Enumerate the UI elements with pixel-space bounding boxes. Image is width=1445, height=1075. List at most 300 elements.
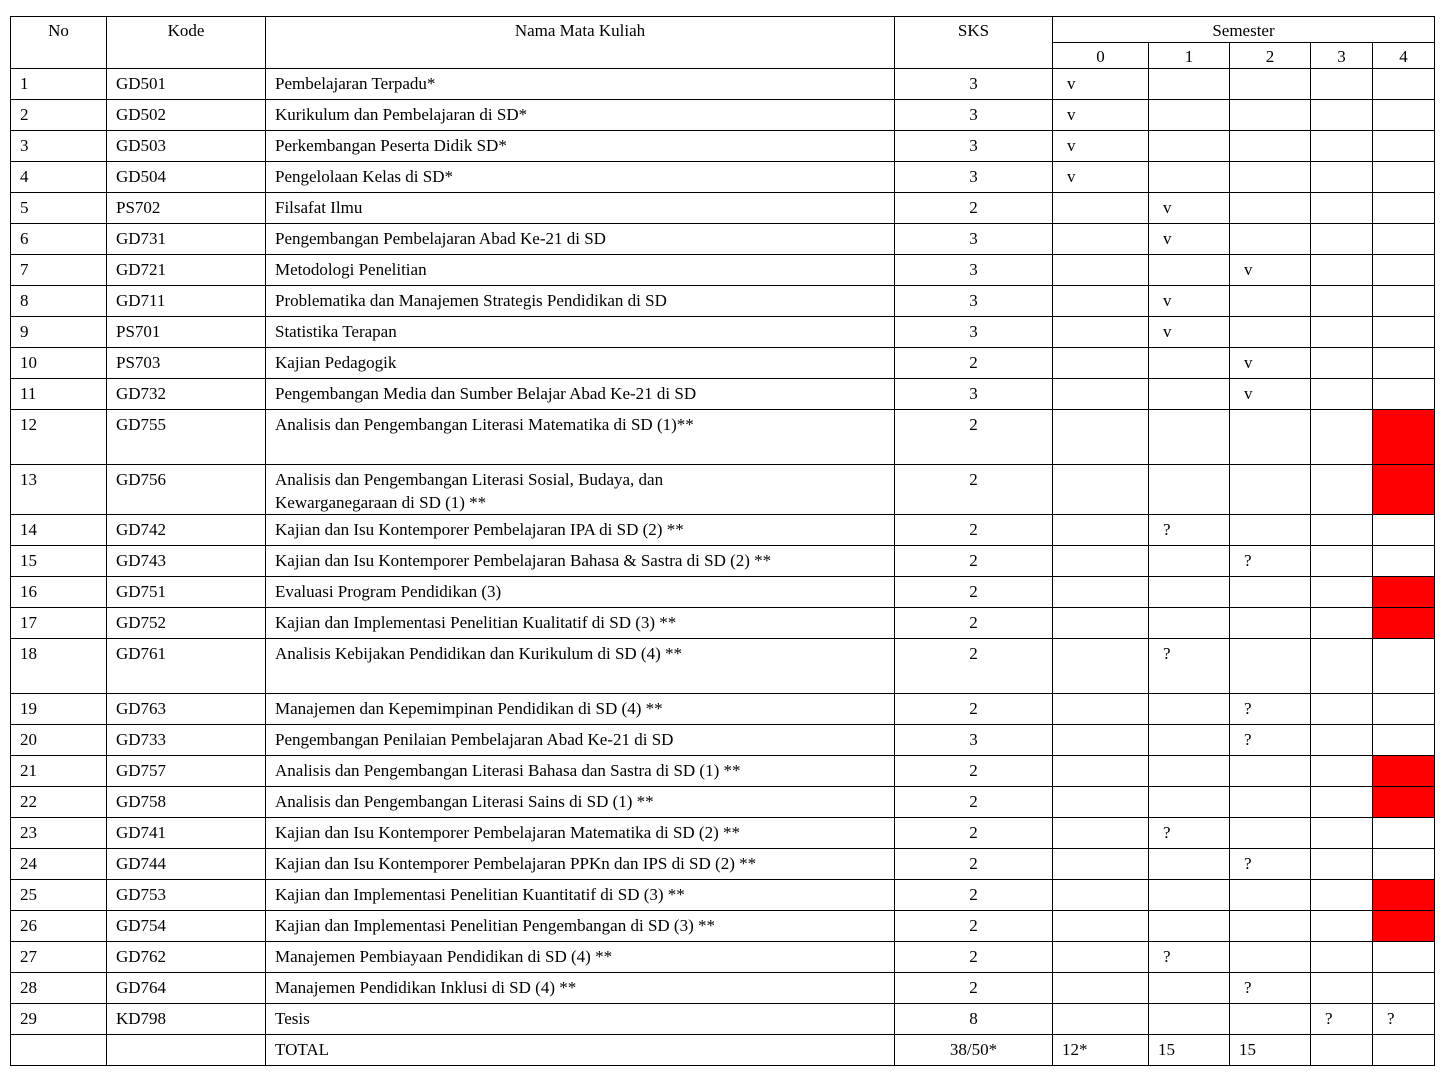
cell-sem-1 bbox=[1149, 725, 1230, 756]
cell-no: 3 bbox=[11, 131, 107, 162]
cell-sks: 3 bbox=[895, 69, 1053, 100]
cell-sks: 3 bbox=[895, 379, 1053, 410]
cell-no: 13 bbox=[11, 465, 107, 515]
total-row bbox=[11, 1035, 1435, 1066]
cell-sks: 2 bbox=[895, 348, 1053, 379]
cell-nama-line-1: Analisis dan Pengembangan Literasi Sosial, Budaya, dan bbox=[275, 470, 664, 489]
table-row bbox=[11, 317, 1435, 348]
total-sks: 38/50* bbox=[895, 1035, 1053, 1066]
cell-sem-0 bbox=[1053, 787, 1149, 818]
cell-sem-2: v bbox=[1230, 348, 1311, 379]
cell-sem-3 bbox=[1311, 69, 1373, 100]
cell-sem-1 bbox=[1149, 577, 1230, 608]
table-row bbox=[11, 515, 1435, 546]
cell-sem-1 bbox=[1149, 973, 1230, 1004]
table-row bbox=[11, 131, 1435, 162]
total-sem-4 bbox=[1373, 1035, 1435, 1066]
cell-sem-0 bbox=[1053, 348, 1149, 379]
cell-sks: 2 bbox=[895, 973, 1053, 1004]
cell-nama: Evaluasi Program Pendidikan (3) bbox=[266, 577, 895, 608]
cell-no: 17 bbox=[11, 608, 107, 639]
cell-nama: Kajian dan Isu Kontemporer Pembelajaran IPA di SD (2) ** bbox=[266, 515, 895, 546]
header-no: No bbox=[11, 17, 107, 69]
cell-sem-4 bbox=[1373, 849, 1435, 880]
cell-nama: Analisis dan Pengembangan Literasi Bahasa dan Sastra di SD (1) ** bbox=[266, 756, 895, 787]
cell-kode: GD764 bbox=[107, 973, 266, 1004]
cell-sem-3 bbox=[1311, 193, 1373, 224]
cell-sem-0 bbox=[1053, 756, 1149, 787]
cell-nama: Analisis dan Pengembangan Literasi Sains di SD (1) ** bbox=[266, 787, 895, 818]
cell-sks: 3 bbox=[895, 317, 1053, 348]
cell-sem-4 bbox=[1373, 131, 1435, 162]
cell-sem-2 bbox=[1230, 162, 1311, 193]
cell-sem-3 bbox=[1311, 515, 1373, 546]
cell-sem-4 bbox=[1373, 818, 1435, 849]
cell-sem-2 bbox=[1230, 286, 1311, 317]
cell-nama: Metodologi Penelitian bbox=[266, 255, 895, 286]
table-row bbox=[11, 725, 1435, 756]
cell-sem-1 bbox=[1149, 694, 1230, 725]
cell-sem-3 bbox=[1311, 880, 1373, 911]
cell-sem-1 bbox=[1149, 911, 1230, 942]
header-semester: Semester bbox=[1053, 17, 1435, 43]
cell-kode: GD753 bbox=[107, 880, 266, 911]
cell-sem-0 bbox=[1053, 639, 1149, 694]
header-semester-2: 2 bbox=[1230, 43, 1311, 69]
cell-sem-4 bbox=[1373, 255, 1435, 286]
cell-no: 9 bbox=[11, 317, 107, 348]
total-sem-3 bbox=[1311, 1035, 1373, 1066]
cell-no: 28 bbox=[11, 973, 107, 1004]
cell-sem-2 bbox=[1230, 465, 1311, 515]
cell-sks: 2 bbox=[895, 515, 1053, 546]
cell-sks: 2 bbox=[895, 787, 1053, 818]
cell-kode: GD756 bbox=[107, 465, 266, 515]
cell-sem-3 bbox=[1311, 379, 1373, 410]
cell-nama: Manajemen Pendidikan Inklusi di SD (4) ** bbox=[266, 973, 895, 1004]
cell-sem-2 bbox=[1230, 515, 1311, 546]
cell-sem-1 bbox=[1149, 131, 1230, 162]
cell-kode: GD751 bbox=[107, 577, 266, 608]
table-row bbox=[11, 880, 1435, 911]
cell-no: 18 bbox=[11, 639, 107, 694]
cell-nama: Kajian dan Isu Kontemporer Pembelajaran Matematika di SD (2) ** bbox=[266, 818, 895, 849]
cell-sem-2: v bbox=[1230, 379, 1311, 410]
cell-kode: GD503 bbox=[107, 131, 266, 162]
cell-sem-3 bbox=[1311, 756, 1373, 787]
cell-sks: 2 bbox=[895, 639, 1053, 694]
cell-sem-3 bbox=[1311, 131, 1373, 162]
cell-sem-3 bbox=[1311, 694, 1373, 725]
cell-kode: GD731 bbox=[107, 224, 266, 255]
cell-sks: 2 bbox=[895, 546, 1053, 577]
cell-kode: GD733 bbox=[107, 725, 266, 756]
cell-no: 5 bbox=[11, 193, 107, 224]
cell-sks: 8 bbox=[895, 1004, 1053, 1035]
table-row bbox=[11, 100, 1435, 131]
cell-sem-1 bbox=[1149, 546, 1230, 577]
cell-sem-1: ? bbox=[1149, 942, 1230, 973]
table-row bbox=[11, 639, 1435, 694]
cell-sks: 2 bbox=[895, 608, 1053, 639]
cell-sem-1: ? bbox=[1149, 639, 1230, 694]
cell-sks: 2 bbox=[895, 880, 1053, 911]
cell-sks: 2 bbox=[895, 911, 1053, 942]
cell-no: 24 bbox=[11, 849, 107, 880]
cell-sem-4 bbox=[1373, 942, 1435, 973]
cell-sem-2 bbox=[1230, 756, 1311, 787]
cell-sem-2 bbox=[1230, 818, 1311, 849]
cell-sem-0 bbox=[1053, 224, 1149, 255]
cell-sem-2 bbox=[1230, 224, 1311, 255]
table-row bbox=[11, 348, 1435, 379]
header-semester-0: 0 bbox=[1053, 43, 1149, 69]
cell-sem-0: v bbox=[1053, 69, 1149, 100]
cell-nama: Pengembangan Media dan Sumber Belajar Abad Ke-21 di SD bbox=[266, 379, 895, 410]
cell-kode: GD504 bbox=[107, 162, 266, 193]
cell-sks: 2 bbox=[895, 193, 1053, 224]
cell-sks: 3 bbox=[895, 286, 1053, 317]
cell-sem-4 bbox=[1373, 193, 1435, 224]
table-row bbox=[11, 577, 1435, 608]
cell-sks: 2 bbox=[895, 577, 1053, 608]
cell-no: 8 bbox=[11, 286, 107, 317]
cell-sem-2: ? bbox=[1230, 694, 1311, 725]
cell-nama: Analisis Kebijakan Pendidikan dan Kurikulum di SD (4) ** bbox=[266, 639, 895, 694]
cell-kode: GD761 bbox=[107, 639, 266, 694]
table-row bbox=[11, 465, 1435, 515]
cell-sem-4-highlight bbox=[1373, 911, 1435, 942]
cell-kode: PS701 bbox=[107, 317, 266, 348]
cell-kode: PS702 bbox=[107, 193, 266, 224]
cell-sem-3 bbox=[1311, 317, 1373, 348]
cell-nama: Perkembangan Peserta Didik SD* bbox=[266, 131, 895, 162]
cell-no: 12 bbox=[11, 410, 107, 465]
cell-nama: Kajian dan Implementasi Penelitian Kualitatif di SD (3) ** bbox=[266, 608, 895, 639]
cell-sem-2 bbox=[1230, 100, 1311, 131]
cell-sem-1: ? bbox=[1149, 515, 1230, 546]
cell-sem-2: ? bbox=[1230, 546, 1311, 577]
cell-sem-3 bbox=[1311, 818, 1373, 849]
cell-kode: GD502 bbox=[107, 100, 266, 131]
cell-sem-4 bbox=[1373, 725, 1435, 756]
cell-kode: GD754 bbox=[107, 911, 266, 942]
cell-nama: Kajian Pedagogik bbox=[266, 348, 895, 379]
cell-kode: GD742 bbox=[107, 515, 266, 546]
cell-sem-4 bbox=[1373, 286, 1435, 317]
cell-no: 25 bbox=[11, 880, 107, 911]
cell-sem-1: v bbox=[1149, 193, 1230, 224]
cell-nama: Kurikulum dan Pembelajaran di SD* bbox=[266, 100, 895, 131]
cell-sem-2 bbox=[1230, 577, 1311, 608]
cell-sem-0 bbox=[1053, 286, 1149, 317]
cell-nama: Pembelajaran Terpadu* bbox=[266, 69, 895, 100]
cell-nama: Problematika dan Manajemen Strategis Pendidikan di SD bbox=[266, 286, 895, 317]
cell-sem-2 bbox=[1230, 942, 1311, 973]
cell-no: 1 bbox=[11, 69, 107, 100]
cell-nama: Statistika Terapan bbox=[266, 317, 895, 348]
cell-sks: 3 bbox=[895, 131, 1053, 162]
table-row bbox=[11, 286, 1435, 317]
cell-sem-0 bbox=[1053, 911, 1149, 942]
cell-sem-3 bbox=[1311, 577, 1373, 608]
cell-kode: GD755 bbox=[107, 410, 266, 465]
cell-sem-0 bbox=[1053, 410, 1149, 465]
cell-nama: Manajemen Pembiayaan Pendidikan di SD (4) ** bbox=[266, 942, 895, 973]
cell-sem-4-highlight bbox=[1373, 880, 1435, 911]
table-row bbox=[11, 255, 1435, 286]
cell-sem-1: ? bbox=[1149, 818, 1230, 849]
cell-nama: Kajian dan Implementasi Penelitian Pengembangan di SD (3) ** bbox=[266, 911, 895, 942]
table-row bbox=[11, 1004, 1435, 1035]
cell-sem-4-highlight bbox=[1373, 410, 1435, 465]
cell-sem-2: ? bbox=[1230, 725, 1311, 756]
cell-sem-2 bbox=[1230, 608, 1311, 639]
cell-sem-0 bbox=[1053, 973, 1149, 1004]
cell-sem-1: v bbox=[1149, 286, 1230, 317]
table-row bbox=[11, 818, 1435, 849]
table-row bbox=[11, 973, 1435, 1004]
cell-no: 26 bbox=[11, 911, 107, 942]
cell-sem-2: ? bbox=[1230, 849, 1311, 880]
cell-sem-3 bbox=[1311, 608, 1373, 639]
table-row bbox=[11, 849, 1435, 880]
cell-sem-0 bbox=[1053, 255, 1149, 286]
total-sem-0: 12* bbox=[1053, 1035, 1149, 1066]
cell-sem-3 bbox=[1311, 348, 1373, 379]
cell-sem-4 bbox=[1373, 100, 1435, 131]
cell-sks: 2 bbox=[895, 465, 1053, 515]
cell-sem-1 bbox=[1149, 100, 1230, 131]
cell-sem-0 bbox=[1053, 849, 1149, 880]
header-semester-3: 3 bbox=[1311, 43, 1373, 69]
cell-kode: GD762 bbox=[107, 942, 266, 973]
cell-no: 27 bbox=[11, 942, 107, 973]
cell-nama: Kajian dan Isu Kontemporer Pembelajaran PPKn dan IPS di SD (2) ** bbox=[266, 849, 895, 880]
cell-no: 20 bbox=[11, 725, 107, 756]
cell-sem-0 bbox=[1053, 546, 1149, 577]
cell-sem-2 bbox=[1230, 193, 1311, 224]
cell-sem-3 bbox=[1311, 286, 1373, 317]
cell-kode: GD743 bbox=[107, 546, 266, 577]
cell-no: 11 bbox=[11, 379, 107, 410]
cell-sks: 3 bbox=[895, 100, 1053, 131]
cell-sem-0 bbox=[1053, 465, 1149, 515]
cell-kode: GD501 bbox=[107, 69, 266, 100]
cell-no: 2 bbox=[11, 100, 107, 131]
cell-sem-4 bbox=[1373, 224, 1435, 255]
cell-sem-2 bbox=[1230, 639, 1311, 694]
cell-sem-0 bbox=[1053, 515, 1149, 546]
cell-sks: 3 bbox=[895, 725, 1053, 756]
cell-nama: Pengembangan Penilaian Pembelajaran Abad Ke-21 di SD bbox=[266, 725, 895, 756]
cell-sem-4 bbox=[1373, 973, 1435, 1004]
cell-sem-0 bbox=[1053, 1004, 1149, 1035]
cell-sem-4 bbox=[1373, 162, 1435, 193]
cell-sem-0 bbox=[1053, 942, 1149, 973]
cell-sem-1 bbox=[1149, 756, 1230, 787]
cell-nama-line-2: Kewarganegaraan di SD (1) ** bbox=[275, 493, 487, 512]
cell-kode: GD732 bbox=[107, 379, 266, 410]
cell-sks: 2 bbox=[895, 410, 1053, 465]
cell-sem-4: ? bbox=[1373, 1004, 1435, 1035]
cell-kode: GD721 bbox=[107, 255, 266, 286]
cell-sem-3 bbox=[1311, 849, 1373, 880]
course-table bbox=[10, 16, 1435, 1066]
cell-sem-1 bbox=[1149, 1004, 1230, 1035]
cell-kode: GD711 bbox=[107, 286, 266, 317]
cell-sem-1 bbox=[1149, 849, 1230, 880]
cell-sem-0 bbox=[1053, 193, 1149, 224]
cell-nama: Filsafat Ilmu bbox=[266, 193, 895, 224]
cell-sks: 3 bbox=[895, 255, 1053, 286]
cell-sem-4 bbox=[1373, 379, 1435, 410]
cell-no: 7 bbox=[11, 255, 107, 286]
cell-sem-2 bbox=[1230, 1004, 1311, 1035]
table-row bbox=[11, 379, 1435, 410]
cell-nama: Pengembangan Pembelajaran Abad Ke-21 di SD bbox=[266, 224, 895, 255]
cell-sem-1 bbox=[1149, 379, 1230, 410]
cell-sem-2 bbox=[1230, 410, 1311, 465]
cell-sem-1 bbox=[1149, 348, 1230, 379]
total-no-empty bbox=[11, 1035, 107, 1066]
cell-no: 21 bbox=[11, 756, 107, 787]
cell-sks: 2 bbox=[895, 849, 1053, 880]
cell-no: 15 bbox=[11, 546, 107, 577]
cell-sem-3 bbox=[1311, 639, 1373, 694]
cell-no: 19 bbox=[11, 694, 107, 725]
cell-sem-3 bbox=[1311, 787, 1373, 818]
cell-sem-0: v bbox=[1053, 162, 1149, 193]
cell-sem-3 bbox=[1311, 725, 1373, 756]
cell-sem-3 bbox=[1311, 911, 1373, 942]
cell-sem-2 bbox=[1230, 317, 1311, 348]
cell-sem-3 bbox=[1311, 546, 1373, 577]
cell-sem-0 bbox=[1053, 577, 1149, 608]
cell-sem-4 bbox=[1373, 639, 1435, 694]
cell-sks: 2 bbox=[895, 694, 1053, 725]
cell-sem-2 bbox=[1230, 131, 1311, 162]
cell-sem-1: v bbox=[1149, 224, 1230, 255]
cell-sem-3 bbox=[1311, 410, 1373, 465]
header-semester-1: 1 bbox=[1149, 43, 1230, 69]
table-row bbox=[11, 546, 1435, 577]
cell-nama bbox=[266, 465, 895, 515]
cell-sem-0: v bbox=[1053, 100, 1149, 131]
cell-sks: 2 bbox=[895, 942, 1053, 973]
cell-sem-2 bbox=[1230, 880, 1311, 911]
cell-sem-4-highlight bbox=[1373, 577, 1435, 608]
cell-sem-1 bbox=[1149, 410, 1230, 465]
cell-sem-4-highlight bbox=[1373, 756, 1435, 787]
cell-sem-2 bbox=[1230, 911, 1311, 942]
cell-kode: GD752 bbox=[107, 608, 266, 639]
cell-nama: Kajian dan Implementasi Penelitian Kuantitatif di SD (3) ** bbox=[266, 880, 895, 911]
table-row bbox=[11, 69, 1435, 100]
cell-sem-1 bbox=[1149, 787, 1230, 818]
table-row bbox=[11, 942, 1435, 973]
cell-sem-0: v bbox=[1053, 131, 1149, 162]
cell-sks: 2 bbox=[895, 756, 1053, 787]
table-row bbox=[11, 756, 1435, 787]
cell-kode: GD757 bbox=[107, 756, 266, 787]
cell-sem-0 bbox=[1053, 725, 1149, 756]
cell-sks: 3 bbox=[895, 224, 1053, 255]
cell-sem-1 bbox=[1149, 162, 1230, 193]
cell-sem-2 bbox=[1230, 787, 1311, 818]
cell-sem-3 bbox=[1311, 224, 1373, 255]
cell-sem-1 bbox=[1149, 880, 1230, 911]
cell-sem-4 bbox=[1373, 546, 1435, 577]
cell-sem-1 bbox=[1149, 608, 1230, 639]
cell-kode: KD798 bbox=[107, 1004, 266, 1035]
total-sem-2: 15 bbox=[1230, 1035, 1311, 1066]
cell-sem-0 bbox=[1053, 880, 1149, 911]
cell-sem-2 bbox=[1230, 69, 1311, 100]
cell-sem-3: ? bbox=[1311, 1004, 1373, 1035]
cell-nama: Manajemen dan Kepemimpinan Pendidikan di SD (4) ** bbox=[266, 694, 895, 725]
cell-sem-2: v bbox=[1230, 255, 1311, 286]
cell-nama: Pengelolaan Kelas di SD* bbox=[266, 162, 895, 193]
cell-kode: GD763 bbox=[107, 694, 266, 725]
table-row bbox=[11, 193, 1435, 224]
cell-no: 4 bbox=[11, 162, 107, 193]
cell-sem-3 bbox=[1311, 973, 1373, 1004]
table-row bbox=[11, 224, 1435, 255]
table-row bbox=[11, 787, 1435, 818]
cell-sem-3 bbox=[1311, 255, 1373, 286]
cell-sem-0 bbox=[1053, 694, 1149, 725]
cell-sem-0 bbox=[1053, 317, 1149, 348]
total-kode-empty bbox=[107, 1035, 266, 1066]
header-sks: SKS bbox=[895, 17, 1053, 69]
header-kode: Kode bbox=[107, 17, 266, 69]
cell-sem-1 bbox=[1149, 255, 1230, 286]
table-row bbox=[11, 911, 1435, 942]
cell-kode: GD741 bbox=[107, 818, 266, 849]
header-nama: Nama Mata Kuliah bbox=[266, 17, 895, 69]
cell-kode: GD744 bbox=[107, 849, 266, 880]
total-label: TOTAL bbox=[266, 1035, 895, 1066]
cell-no: 16 bbox=[11, 577, 107, 608]
cell-no: 22 bbox=[11, 787, 107, 818]
cell-no: 10 bbox=[11, 348, 107, 379]
cell-sem-4 bbox=[1373, 515, 1435, 546]
cell-sem-2: ? bbox=[1230, 973, 1311, 1004]
cell-sem-4-highlight bbox=[1373, 608, 1435, 639]
cell-no: 6 bbox=[11, 224, 107, 255]
cell-sem-1 bbox=[1149, 69, 1230, 100]
cell-nama: Kajian dan Isu Kontemporer Pembelajaran Bahasa & Sastra di SD (2) ** bbox=[266, 546, 895, 577]
cell-sem-4 bbox=[1373, 317, 1435, 348]
cell-sks: 3 bbox=[895, 162, 1053, 193]
cell-sem-1: v bbox=[1149, 317, 1230, 348]
cell-kode: GD758 bbox=[107, 787, 266, 818]
cell-sem-4 bbox=[1373, 69, 1435, 100]
table-row bbox=[11, 608, 1435, 639]
table-row bbox=[11, 694, 1435, 725]
cell-sks: 2 bbox=[895, 818, 1053, 849]
cell-sem-0 bbox=[1053, 818, 1149, 849]
cell-sem-0 bbox=[1053, 379, 1149, 410]
cell-no: 29 bbox=[11, 1004, 107, 1035]
cell-kode: PS703 bbox=[107, 348, 266, 379]
cell-sem-4 bbox=[1373, 348, 1435, 379]
cell-sem-3 bbox=[1311, 942, 1373, 973]
cell-no: 23 bbox=[11, 818, 107, 849]
cell-sem-3 bbox=[1311, 162, 1373, 193]
cell-nama: Tesis bbox=[266, 1004, 895, 1035]
